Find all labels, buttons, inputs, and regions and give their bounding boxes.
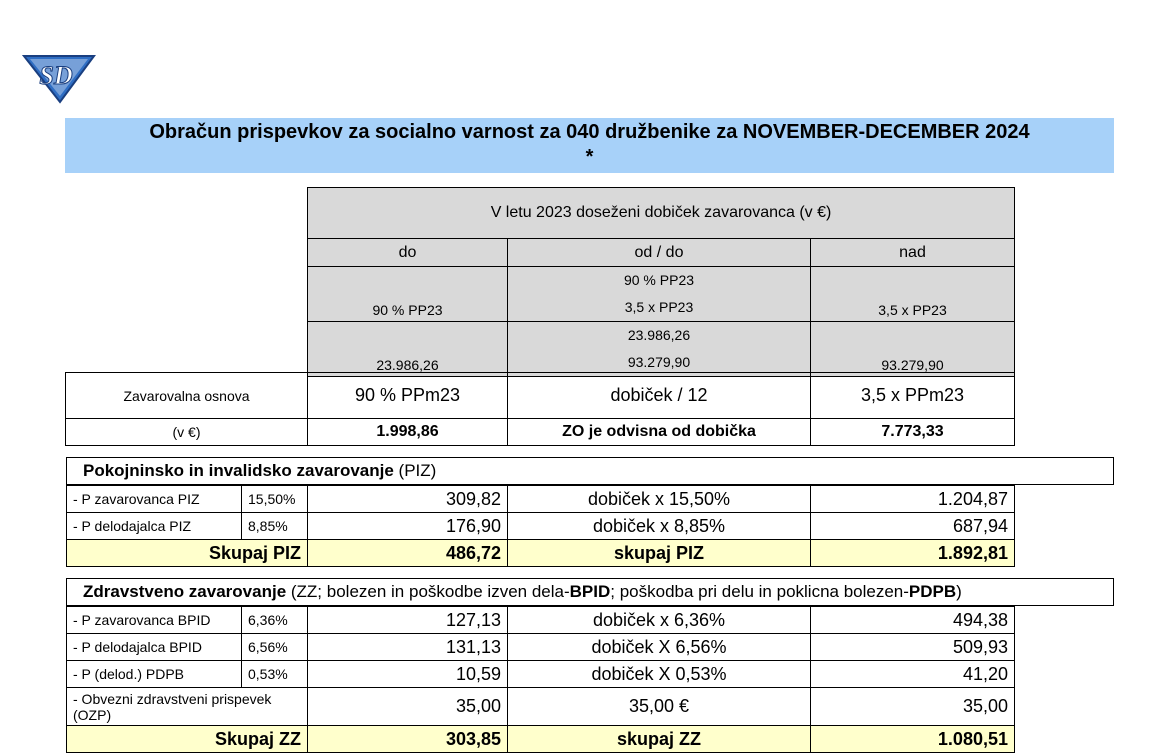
base-value-do: 1.998,86 <box>308 419 508 446</box>
table-row: - P (delod.) PDPB 0,53% 10,59 dobiček X 0,53% 41,20 <box>67 661 1015 688</box>
table-row: - P zavarovanca PIZ 15,50% 309,82 dobiček x 15,50% 1.204,87 <box>67 486 1015 513</box>
zz-table <box>66 606 1015 753</box>
page-title <box>65 118 1114 173</box>
base-formula-nad: 3,5 x PPm23 <box>811 373 1015 419</box>
table-row: - P delodajalca PIZ 8,85% 176,90 dobiček x 8,85% 687,94 <box>67 513 1015 540</box>
title-line-2: * <box>585 146 594 168</box>
pp-od-do: 90 % PP23 3,5 x PP23 <box>508 267 811 322</box>
col-nad: nad <box>811 239 1015 267</box>
profit-range-table <box>307 187 1015 377</box>
amount-nad: 93.279,90 <box>811 322 1015 377</box>
piz-total-row: Skupaj PIZ 486,72 skupaj PIZ 1.892,81 <box>67 540 1015 567</box>
zz-heading: Zdravstveno zavarovanje (ZZ; bolezen in poškodbe izven dela-BPID; poškodba pri delu in poklicna bolezen-PDPB) <box>66 578 1114 606</box>
svg-text:SD: SD <box>39 61 73 90</box>
base-unit: (v €) <box>66 419 308 446</box>
col-do: do <box>308 239 508 267</box>
base-value-od: ZO je odvisna od dobička <box>508 419 811 446</box>
table-row: - P delodajalca BPID 6,56% 131,13 dobiček X 6,56% 509,93 <box>67 634 1015 661</box>
pp-nad: 3,5 x PP23 <box>811 267 1015 322</box>
col-od-do: od / do <box>508 239 811 267</box>
base-value-nad: 7.773,33 <box>811 419 1015 446</box>
pp-do: 90 % PP23 <box>308 267 508 322</box>
amount-od-do: 23.986,26 93.279,90 <box>508 322 811 377</box>
zz-total-row: Skupaj ZZ 303,85 skupaj ZZ 1.080,51 <box>67 726 1015 753</box>
piz-table <box>66 485 1015 567</box>
piz-heading: Pokojninsko in invalidsko zavarovanje (PIZ) <box>66 457 1114 485</box>
title-line-1: Obračun prispevkov za socialno varnost za 040 družbenike za NOVEMBER-DECEMBER 2024 <box>149 121 1030 143</box>
base-formula-do: 90 % PPm23 <box>308 373 508 419</box>
table-row: - P zavarovanca BPID 6,36% 127,13 dobiček x 6,36% 494,38 <box>67 607 1015 634</box>
amount-do: 23.986,26 <box>308 322 508 377</box>
insurance-base-table <box>65 372 1015 446</box>
profit-heading: V letu 2023 doseženi dobiček zavarovanca (v €) <box>308 188 1015 239</box>
base-formula-od: dobiček / 12 <box>508 373 811 419</box>
ozp-row: - Obvezni zdravstveni prispevek (OZP) 35,00 35,00 € 35,00 <box>67 688 1015 726</box>
shield-logo <box>22 48 96 104</box>
base-label: Zavarovalna osnova <box>66 373 308 419</box>
